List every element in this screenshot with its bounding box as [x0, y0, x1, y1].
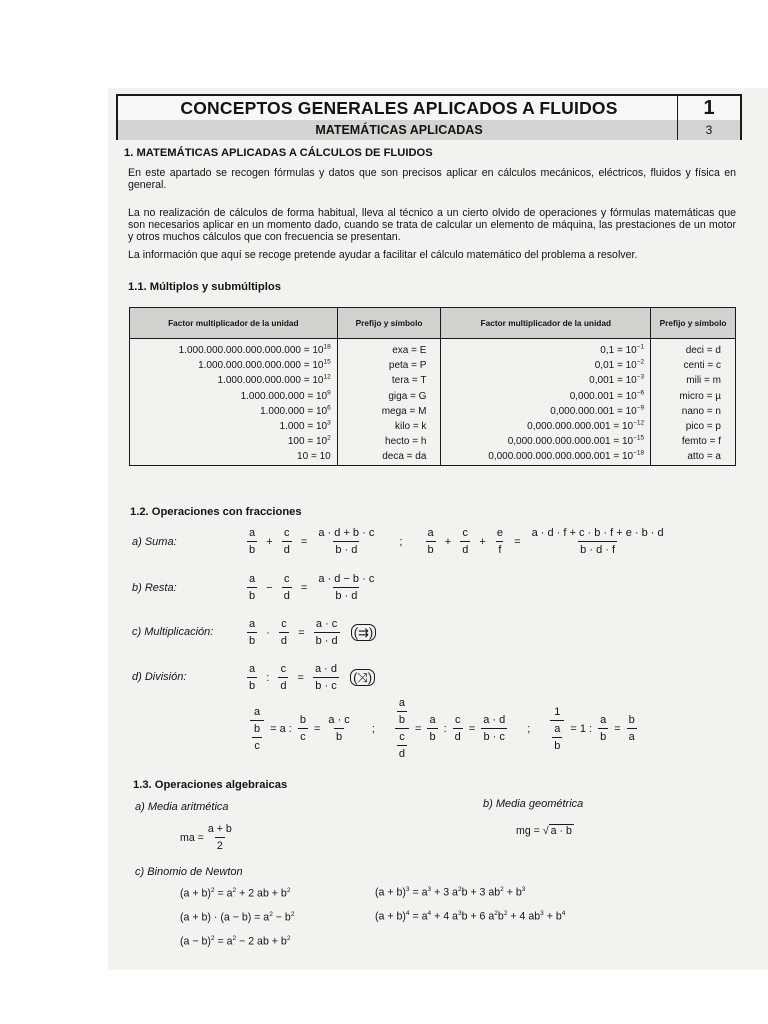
fraction: $\frac{a}{b}$ [427, 527, 434, 556]
submultiple-factor: $0,1 = 10^{-1}$ [441, 339, 651, 359]
fraction: $\frac{c}{d}$ [454, 714, 461, 743]
division-cross-arrows-icon: (⤨) [350, 669, 375, 686]
section-1-title: 1. MATEMÁTICAS APLICADAS A CÁLCULOS DE FLUIDOS [124, 147, 433, 159]
col-header-prefix: Prefijo y símbolo [337, 308, 441, 339]
section-1-3-title: 1.3. Operaciones algebraicas [133, 779, 288, 791]
submultiple-factor: $0,001 = 10^{-3}$ [441, 373, 651, 388]
submultiple-factor: $0,000.001 = 10^{-6}$ [441, 389, 651, 404]
fraction: $\frac{a \cdot c}{b \cdot d}$ [315, 618, 338, 647]
paragraph-3: La información que aquí se recoge pretende ayudar a facilitar el cálculo matemático del problema a resolver. [128, 249, 638, 261]
table-row [130, 449, 736, 465]
multiple-prefix: exa = E [337, 339, 441, 359]
label-binomio-newton: c) Binomio de Newton [135, 866, 243, 878]
op-label-resta: b) Resta: [132, 582, 177, 594]
submultiple-prefix: micro = µ [651, 389, 736, 404]
fraction: $\frac{a \cdot c}{b}$ [328, 714, 350, 743]
submultiple-factor: $0,000.000.000.000.000.001 = 10^{-18}$ [441, 449, 651, 465]
multiple-prefix: tera = T [337, 373, 441, 388]
page-header [116, 94, 742, 140]
col-header-factor-sub: Factor multiplicador de la unidad [441, 308, 651, 339]
fraction: $\frac{a}{b}$ [249, 663, 256, 692]
multiple-factor: 10 = 10 [130, 449, 338, 465]
submultiple-prefix: nano = n [651, 404, 736, 419]
fraction: $\frac{\frac{a}{b}}{\frac{c}{d}}$ [395, 696, 409, 761]
binomial-square-sum: $(a + b)^2 = a^2 + 2$ ab + $b^2$ [180, 887, 291, 900]
fraction: $\frac{a \cdot d + b \cdot c}{b \cdot d}$ [318, 527, 375, 556]
fraction: $\frac{c}{d}$ [283, 573, 290, 602]
table-row [130, 419, 736, 434]
fraction: $\frac{c}{d}$ [462, 527, 469, 556]
paragraph-1: En este apartado se recogen fórmulas y datos que son precisos aplicar en cálculos mecánicos, eléctricos, fluidos y física en general. [128, 167, 736, 192]
label-media-aritmetica: a) Media aritmética [135, 801, 229, 813]
multiple-factor: $1.000.000.000.000.000.000 = 10^{18}$ [130, 339, 338, 359]
formula-resta: $\frac{a}{b}$ − $\frac{c}{d}$ = $\frac{a \cdot d - b \cdot c}{b \cdot d}$ [249, 573, 375, 602]
binomial-cube: $(a + b)^3 = a^3 + 3$ $a^2b + 3$ $ab^2 + b^3$ [375, 886, 526, 899]
col-header-prefix-sub: Prefijo y símbolo [651, 308, 736, 339]
table-row [130, 339, 736, 359]
binomial-fourth-power: $(a + b)^4 = a^4 + 4$ $a^3b + 6$ $a^2b^2 + 4$ $ab^3 + b^4$ [375, 910, 566, 923]
submultiple-prefix: pico = p [651, 419, 736, 434]
fraction: $\frac{a \cdot d \cdot f + c \cdot b \cdot f + e \cdot b \cdot d}{b \cdot d \cdot f}$ [531, 527, 664, 556]
submultiple-factor: $0,000.000.001 = 10^{-9}$ [441, 404, 651, 419]
multiple-prefix: peta = P [337, 358, 441, 373]
label-media-geometrica: b) Media geométrica [483, 798, 584, 810]
fraction: $\frac{b}{a}$ [628, 714, 635, 743]
fraction: $\frac{a}{b}$ [249, 573, 256, 602]
submultiple-prefix: centi = c [651, 358, 736, 373]
col-header-factor: Factor multiplicador de la unidad [130, 308, 338, 339]
multiple-factor: $1.000.000 = 10^6$ [130, 404, 338, 419]
op-label-suma: a) Suma: [132, 536, 177, 548]
multiples-table [129, 307, 736, 466]
section-1-2-title: 1.2. Operaciones con fracciones [130, 506, 302, 518]
fraction: $\frac{a}{b}$ [429, 714, 436, 743]
header-title: CONCEPTOS GENERALES APLICADOS A FLUIDOS [180, 98, 618, 118]
formula-suma: $\frac{a}{b}$ + $\frac{c}{d}$ = $\frac{a \cdot d + b \cdot c}{b \cdot d}$ ; $\frac{a}{b}$ + $\frac{c}{d}$ + $\frac{e}{f}$ = $\frac{a \cdot d \cdot f + c \cdot b \cdot f + e \cdot b \cdot d}{b \cdot d \cdot f}$ [249, 527, 664, 556]
multiple-factor: $1.000.000.000 = 10^9$ [130, 389, 338, 404]
fraction: $\frac{a \cdot d}{b \cdot c}$ [315, 663, 338, 692]
chapter-number: 1 [677, 96, 740, 120]
binomial-difference-of-squares: $(a + b) \cdot (a - b) = a^2 - b^2$ [180, 911, 295, 924]
op-label-multiplicacion: c) Multiplicación: [132, 626, 214, 638]
fraction: $\frac{b}{c}$ [299, 714, 306, 743]
formula-media-aritmetica: ma = $\frac{a + b}{2}$ [180, 823, 232, 852]
fraction: $\frac{a}{\frac{b}{c}}$ [250, 705, 264, 753]
submultiple-prefix: femto = f [651, 434, 736, 449]
submultiple-prefix: mili = m [651, 373, 736, 388]
header-subtitle-row [118, 120, 740, 140]
multiple-factor: $1.000.000.000.000.000 = 10^{15}$ [130, 358, 338, 373]
multiple-factor: $100 = 10^2$ [130, 434, 338, 449]
multiple-factor: $1.000.000.000.000 = 10^{12}$ [130, 373, 338, 388]
fraction: $\frac{a \cdot d}{b \cdot c}$ [483, 714, 506, 743]
multiple-prefix: hecto = h [337, 434, 441, 449]
submultiple-factor: $0,000.000.000.000.001 = 10^{-15}$ [441, 434, 651, 449]
fraction: $\frac{a}{b}$ [249, 618, 256, 647]
formula-multiplicacion: $\frac{a}{b}$ · $\frac{c}{d}$ = $\frac{a \cdot c}{b \cdot d}$ (⇉) [245, 617, 376, 648]
fraction: $\frac{e}{f}$ [496, 527, 504, 556]
fraction: $\frac{a}{b}$ [600, 714, 607, 743]
fraction: $\frac{c}{d}$ [280, 663, 287, 692]
formula-compound-fractions: $\frac{a}{\frac{b}{c}}$ = a : $\frac{b}{c}$ = $\frac{a \cdot c}{b}$ ; $\frac{\frac{a}{b}}{\frac{c}{d}}$ = $\frac{a}{b}$ : $\frac{c}{d}$ = $\frac{a \cdot d}{b \cdot c}$ ; $\frac{1}{\frac{a}{b}}$ = 1 : $\frac{a}{b}$ = $\frac{b}{a}$ [248, 696, 639, 761]
multiplication-arrows-icon: (⇉) [351, 624, 377, 641]
binomial-square-difference: $(a - b)^2 = a^2 - 2$ ab + $b^2$ [180, 935, 291, 948]
fraction: $\frac{a \cdot d - b \cdot c}{b \cdot d}$ [318, 573, 375, 602]
fraction: $\frac{a}{b}$ [249, 527, 256, 556]
submultiple-prefix: atto = a [651, 449, 736, 465]
table-row [130, 373, 736, 388]
submultiple-factor: $0,000.000.000.001 = 10^{-12}$ [441, 419, 651, 434]
fraction: $\frac{a + b}{2}$ [207, 823, 232, 852]
table-row [130, 358, 736, 373]
submultiple-factor: $0,01 = 10^{-2}$ [441, 358, 651, 373]
square-root: √ a · b [542, 825, 572, 837]
formula-division: $\frac{a}{b}$ : $\frac{c}{d}$ = $\frac{a \cdot d}{b \cdot c}$ (⤨) [245, 662, 375, 693]
section-1-1-title: 1.1. Múltiplos y submúltiplos [128, 281, 281, 293]
multiple-prefix: mega = M [337, 404, 441, 419]
multiple-prefix: kilo = k [337, 419, 441, 434]
submultiple-prefix: deci = d [651, 339, 736, 359]
header-title-row [118, 96, 740, 121]
fraction: $\frac{c}{d}$ [280, 618, 288, 647]
op-label-division: d) División: [132, 671, 187, 683]
multiple-factor: $1.000 = 10^3$ [130, 419, 338, 434]
multiple-prefix: giga = G [337, 389, 441, 404]
fraction: $\frac{1}{\frac{a}{b}}$ [550, 705, 564, 753]
fraction: $\frac{c}{d}$ [283, 527, 290, 556]
formula-media-geometrica: mg = √ a · b [516, 825, 572, 837]
paragraph-2: La no realización de cálculos de forma habitual, lleva al técnico a un cierto olvido de operaciones y fórmulas matemáticas que son necesarios aplicar en un momento dado, cuando se trata de calcular un elemento de máquina, las prestaciones de un motor y otros muchos cálculos que con frecuencia se presentan. [128, 207, 736, 244]
table-row [130, 404, 736, 419]
page-number: 3 [677, 120, 740, 140]
header-subtitle: MATEMÁTICAS APLICADAS [315, 123, 483, 137]
table-row [130, 434, 736, 449]
table-row [130, 389, 736, 404]
multiple-prefix: deca = da [337, 449, 441, 465]
